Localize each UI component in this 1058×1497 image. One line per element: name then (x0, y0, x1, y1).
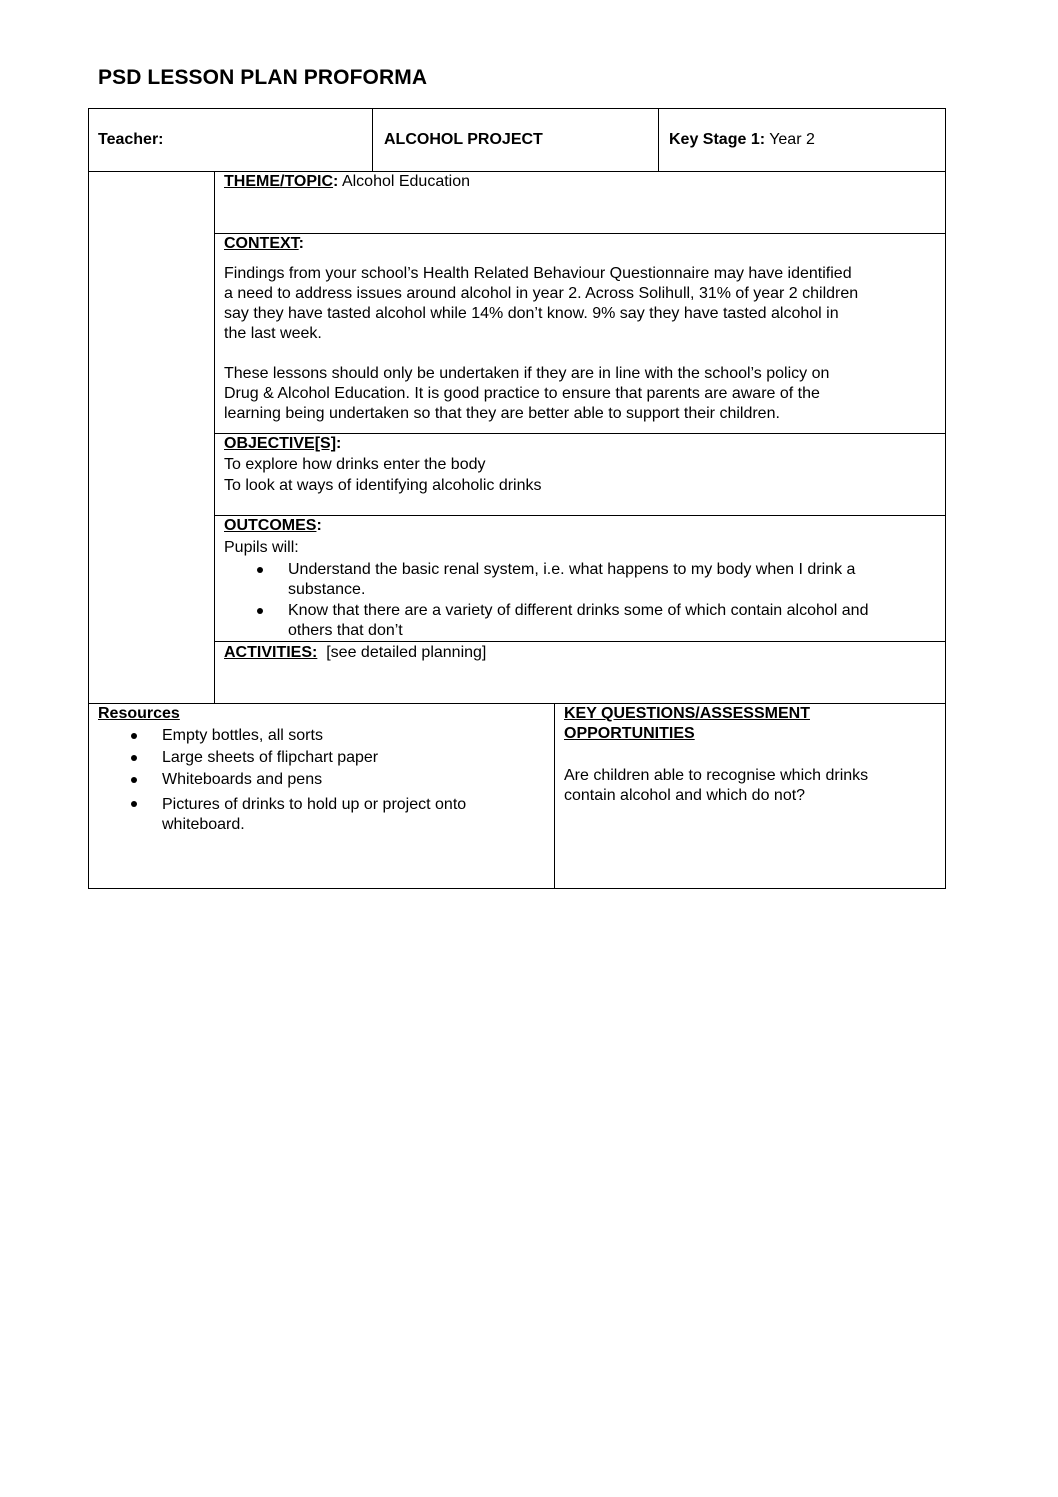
outcomes-intro: Pupils will: (224, 539, 299, 556)
outcome-line: Know that there are a variety of different drinks some of which contain alcohol and (288, 602, 869, 619)
bullet-icon (131, 801, 137, 807)
bullet-icon (257, 608, 263, 614)
objectives-label: OBJECTIVE[S] (224, 435, 337, 452)
key-questions-label-line: KEY QUESTIONS/ASSESSMENT (564, 705, 810, 722)
context-line: Drug & Alcohol Education. It is good practice to ensure that parents are aware of the (224, 385, 820, 402)
theme-colon: : (333, 173, 339, 190)
context-line: learning being undertaken so that they are better able to support their children. (224, 405, 780, 422)
context-label: CONTEXT (224, 235, 299, 252)
context-line: These lessons should only be undertaken if they are in line with the school’s policy on (224, 365, 830, 382)
context-line: a need to address issues around alcohol in year 2. Across Solihull, 31% of year 2 children (224, 285, 859, 302)
main-left-col-divider (214, 171, 215, 703)
outcomes-colon: : (316, 517, 322, 534)
outcomes-label: OUTCOMES (224, 517, 317, 534)
activities-value: [see detailed planning] (317, 644, 487, 661)
context-line: Findings from your school’s Health Related Behaviour Questionnaire may have identified (224, 265, 852, 282)
page-title: PSD LESSON PLAN PROFORMA (98, 66, 428, 89)
key-questions-line: contain alcohol and which do not? (564, 787, 806, 804)
bullet-icon (131, 755, 137, 761)
header-col-divider-2 (658, 108, 659, 171)
key-questions-label-line: OPPORTUNITIES (564, 725, 695, 742)
resource-line: whiteboard. (162, 816, 245, 833)
theme-section (224, 172, 470, 192)
key-stage (669, 130, 815, 150)
outcome-line: substance. (288, 581, 366, 598)
teacher-label: Teacher: (98, 131, 164, 148)
resource-line: Pictures of drinks to hold up or project onto (162, 796, 467, 813)
context-line: the last week. (224, 325, 322, 342)
bullet-icon (257, 567, 263, 573)
context-paragraph-2 (224, 364, 829, 424)
objective-item: To look at ways of identifying alcoholic drinks (224, 477, 542, 494)
objectives-list (224, 455, 542, 496)
outcome-line: others that don’t (288, 622, 403, 639)
project-name: ALCOHOL PROJECT (384, 131, 543, 148)
outcomes-divider (214, 641, 946, 642)
header-row-divider (88, 171, 946, 172)
header-col-divider-1 (372, 108, 373, 171)
outcome-item (288, 601, 868, 641)
outcome-item (288, 560, 855, 600)
objectives-divider (214, 515, 946, 516)
context-paragraph-1 (224, 264, 858, 344)
context-colon: : (298, 235, 304, 252)
objectives-heading (224, 434, 341, 454)
objectives-colon: : (336, 435, 342, 452)
context-line: say they have tasted alcohol while 14% don’t know. 9% say they have tasted alcohol in (224, 305, 839, 322)
activities-label: ACTIVITIES: (224, 644, 318, 661)
bullet-icon (131, 733, 137, 739)
theme-value: Alcohol Education (338, 173, 471, 190)
resource-item: Whiteboards and pens (162, 771, 323, 788)
key-questions-label (564, 704, 810, 744)
key-stage-value: Year 2 (765, 131, 815, 148)
resource-item: Large sheets of flipchart paper (162, 749, 379, 766)
activities-divider (88, 703, 946, 704)
outcome-line: Understand the basic renal system, i.e. what happens to my body when I drink a (288, 561, 856, 578)
objective-item: To explore how drinks enter the body (224, 456, 486, 473)
bottom-col-divider (554, 703, 555, 889)
outcomes-heading (224, 516, 322, 536)
context-heading (224, 234, 304, 254)
bullet-icon (131, 777, 137, 783)
theme-divider (214, 233, 946, 234)
key-questions-text (564, 766, 868, 806)
activities-section (224, 643, 486, 663)
resource-item (162, 795, 466, 835)
key-stage-label: Key Stage 1: (669, 131, 766, 148)
theme-label: THEME/TOPIC (224, 173, 334, 190)
key-questions-line: Are children able to recognise which drinks (564, 767, 869, 784)
resources-label: Resources (98, 705, 180, 722)
resource-item: Empty bottles, all sorts (162, 727, 323, 744)
